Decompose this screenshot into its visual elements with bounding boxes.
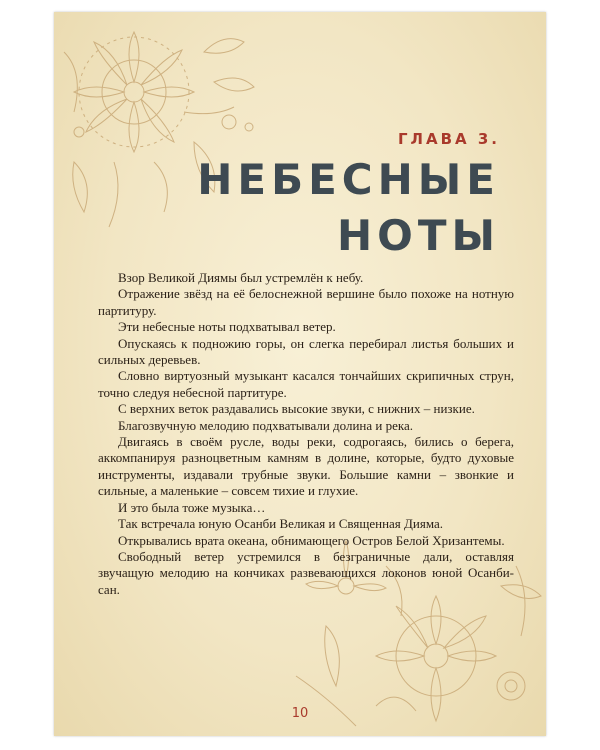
book-page	[54, 12, 546, 736]
paragraph: Благозвучную мелодию подхватывали долина и река.	[118, 417, 414, 433]
paragraph: Открывались врата океана, обнимающего Остров Белой Хризантемы.	[118, 532, 505, 548]
paragraph: Эти небесные ноты подхватывал ветер.	[118, 319, 336, 335]
chapter-title-line-2: НОТЫ	[336, 211, 500, 260]
chapter-title-line-1: НЕБЕСНЫЕ	[197, 155, 500, 204]
chapter-title	[197, 152, 500, 264]
paragraph: Отражение звёзд на её белоснежной вершине было похоже на нотную партитуру.	[98, 286, 514, 318]
paragraph: Опускаясь к подножию горы, он слегка перебирал листья больших и сильных деревьев.	[98, 335, 514, 368]
page-number: 10	[291, 706, 309, 721]
chapter-body	[98, 270, 514, 598]
paragraph: Свободный ветер устремился в безграничные дали, оставляя звучащую мелодию на кончиках развевающихся локонов юной Осанби-сан.	[98, 548, 514, 597]
paragraph: И это была тоже музыка…	[118, 499, 266, 515]
chapter-label: ГЛАВА 3.	[397, 130, 500, 148]
paragraph: Так встречала юную Осанби Великая и Священная Дияма.	[118, 516, 443, 532]
paragraph: Словно виртуозный музыкант касался тончайших скрипичных струн, точно следуя небесной партитуре.	[98, 368, 514, 400]
paragraph: Двигаясь в своём русле, воды реки, содрогаясь, бились о берега, аккомпанируя разноцветным камням в долине, которые, будто духовые инструменты, издавали трубные звуки. Большие камни – звонкие и сильные, а маленькие – совсем тихие и глухие.	[98, 434, 514, 499]
paragraph: Взор Великой Диямы был устремлён к небу.	[118, 270, 364, 285]
paragraph: С верхних веток раздавались высокие звуки, с нижних – низкие.	[118, 401, 475, 417]
